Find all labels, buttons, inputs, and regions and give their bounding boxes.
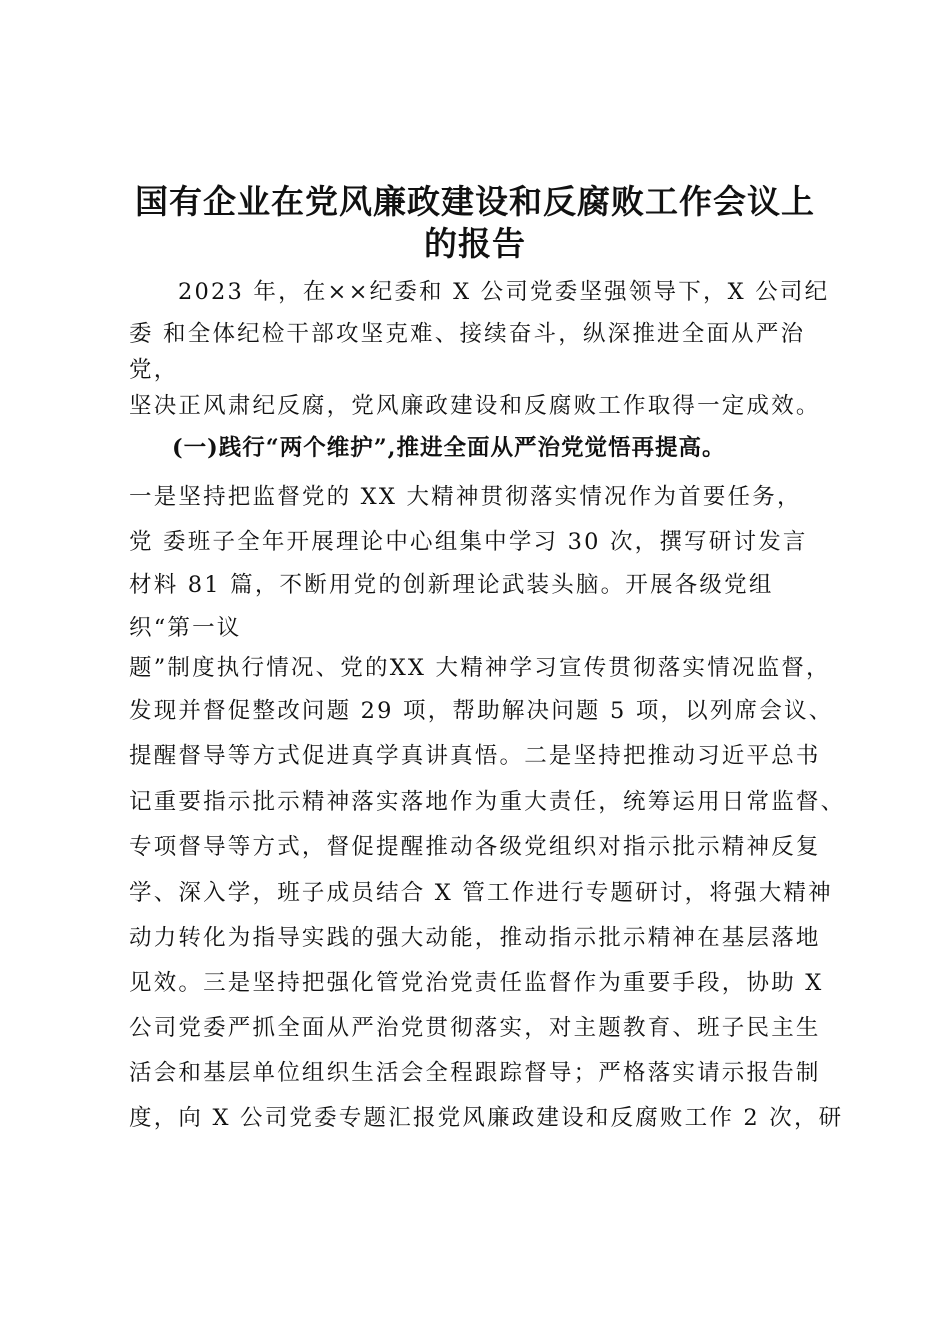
intro-line-2: 委 和全体纪检干部攻坚克难、接续奋斗，纵深推进全面从严治 xyxy=(129,321,806,347)
body-line-12: 见效。三是坚持把强化管党治党责任监督作为重要手段，协助 X xyxy=(129,970,824,996)
intro-line-4: 坚决正风肃纪反腐，党风廉政建设和反腐败工作取得一定成效。 xyxy=(129,393,821,419)
body-line-5: 题”制度执行情况、党的XX 大精神学习宣传贯彻落实情况监督， xyxy=(129,655,831,681)
section-heading: (一)践行“两个维护”,推进全面从严治党觉悟再提高。 xyxy=(172,435,726,461)
body-line-4: 织“第一议 xyxy=(129,615,242,641)
intro-line-1: 2023 年，在××纪委和 X 公司党委坚强领导下，X 公司纪 xyxy=(178,279,830,305)
document-title-line-1: 国有企业在党风廉政建设和反腐败工作会议上 xyxy=(135,182,815,221)
body-line-14: 活会和基层单位组织生活会全程跟踪督导；严格落实请示报告制 xyxy=(129,1060,821,1086)
body-line-15: 度，向 X 公司党委专题汇报党风廉政建设和反腐败工作 2 次，研 xyxy=(129,1105,844,1131)
body-line-1: 一是坚持把监督党的 XX 大精神贯彻落实情况作为首要任务， xyxy=(129,484,802,510)
body-line-3: 材料 81 篇，不断用党的创新理论武装头脑。开展各级党组 xyxy=(129,572,774,598)
body-line-9: 专项督导等方式，督促提醒推动各级党组织对指示批示精神反复 xyxy=(129,834,821,860)
intro-line-3: 党， xyxy=(129,357,179,383)
document-title-line-2: 的报告 xyxy=(424,224,526,263)
body-line-7: 提醒督导等方式促进真学真讲真悟。二是坚持把推动习近平总书 xyxy=(129,743,821,769)
body-line-2: 党 委班子全年开展理论中心组集中学习 30 次，撰写研讨发言 xyxy=(129,529,808,555)
body-line-10: 学、深入学，班子成员结合 X 管工作进行专题研讨，将强大精神 xyxy=(129,880,833,906)
body-line-6: 发现并督促整改问题 29 项，帮助解决问题 5 项，以列席会议、 xyxy=(129,698,834,724)
body-line-11: 动力转化为指导实践的强大动能，推动指示批示精神在基层落地 xyxy=(129,925,821,951)
body-line-8: 记重要指示批示精神落实落地作为重大责任，统筹运用日常监督、 xyxy=(129,789,846,815)
body-line-13: 公司党委严抓全面从严治党贯彻落实，对主题教育、班子民主生 xyxy=(129,1015,821,1041)
